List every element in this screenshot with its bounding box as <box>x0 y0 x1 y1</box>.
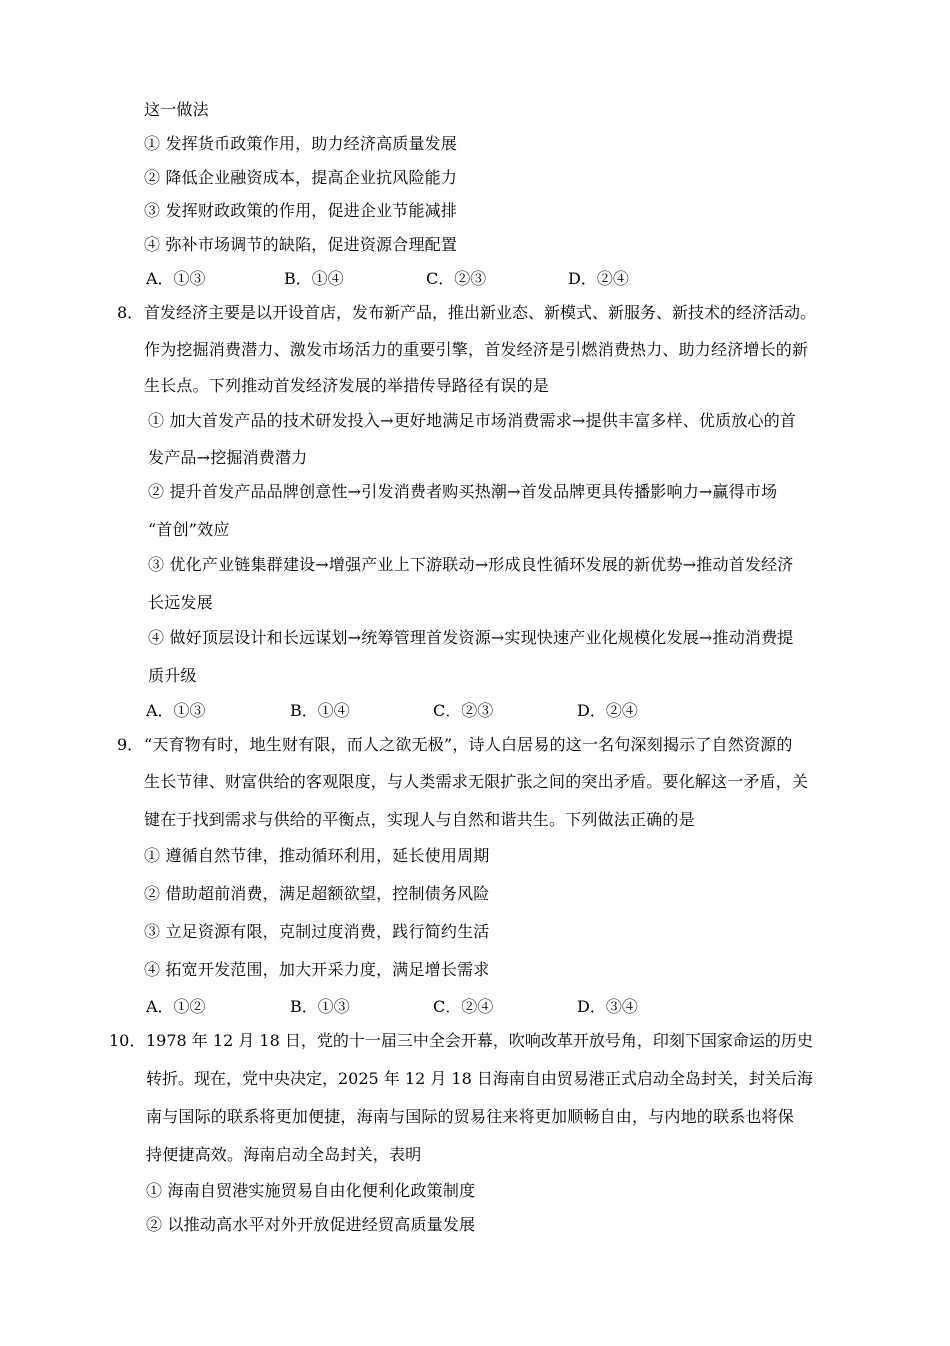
q7-option-a: A．①③ <box>146 269 206 288</box>
q8-item-1-line-1: ① 加大首发产品的技术研发投入→更好地满足市场消费需求→提供丰富多样、优质放心的首 <box>148 411 797 430</box>
q9-option-c: C．②④ <box>433 997 494 1016</box>
q9-option-d: D．③④ <box>577 997 638 1016</box>
q8-item-4-line-1: ④ 做好顶层设计和长远谋划→统筹管理首发资源→实现快速产业化规模化发展→推动消费提 <box>148 628 794 647</box>
q10-item-2: ② 以推动高水平对外开放促进经贸高质量发展 <box>146 1215 476 1234</box>
q10-stem-line-2: 转折。现在，党中央决定，2025 年 12 月 18 日海南自由贸易港正式启动全岛封关，封关后海 <box>146 1069 813 1088</box>
q8-stem-line-3: 生长点。下列推动首发经济发展的举措传导路径有误的是 <box>144 376 550 395</box>
q8-item-3-line-2: 长远发展 <box>148 593 213 612</box>
q7-item-4: ④ 弥补市场调节的缺陷，促进资源合理配置 <box>144 235 458 254</box>
q8-option-c: C．②③ <box>433 701 494 720</box>
q10-number: 10． <box>109 1031 146 1050</box>
q8-item-3-line-1: ③ 优化产业链集群建设→增强产业上下游联动→形成良性循环发展的新优势→推动首发经济 <box>148 555 794 574</box>
q9-item-1: ① 遵循自然节律，推动循环利用，延长使用周期 <box>144 846 490 865</box>
q7-item-3: ③ 发挥财政政策的作用，促进企业节能减排 <box>144 201 458 220</box>
q9-stem-line-2: 生长节律、财富供给的客观限度，与人类需求无限扩张之间的突出矛盾。要化解这一矛盾，关 <box>144 772 809 791</box>
q7-option-c: C．②③ <box>426 269 487 288</box>
q9-stem-line-3: 键在于找到需求与供给的平衡点，实现人与自然和谐共生。下列做法正确的是 <box>144 810 695 829</box>
q9-option-b: B．①③ <box>290 997 350 1016</box>
q7-item-2: ② 降低企业融资成本，提高企业抗风险能力 <box>144 168 458 187</box>
q9-number: 9． <box>117 735 144 754</box>
q7-option-d: D．②④ <box>568 269 629 288</box>
q8-stem-line-1: 首发经济主要是以开设首店，发布新产品，推出新业态、新模式、新服务、新技术的经济活动。 <box>144 303 817 322</box>
q8-item-2-line-2: “首创”效应 <box>148 520 230 539</box>
q9-item-2: ② 借助超前消费，满足超额欲望，控制债务风险 <box>144 884 490 903</box>
q9-item-4: ④ 拓宽开发范围，加大开采力度，满足增长需求 <box>144 960 490 979</box>
q9-stem-line-1: “天育物有时，地生财有限，而人之欲无极”，诗人白居易的这一名句深刻揭示了自然资源的 <box>144 735 793 754</box>
q10-item-1: ① 海南自贸港实施贸易自由化便利化政策制度 <box>146 1181 476 1200</box>
q7-option-b: B．①④ <box>284 269 344 288</box>
q8-option-a: A．①③ <box>146 701 206 720</box>
q10-stem-line-3: 南与国际的联系将更加便捷，海南与国际的贸易往来将更加顺畅自由，与内地的联系也将保 <box>146 1107 795 1126</box>
q7-stem-tail: 这一做法 <box>144 100 209 119</box>
q8-item-4-line-2: 质升级 <box>148 666 197 685</box>
q8-number: 8． <box>117 303 144 322</box>
q8-item-1-line-2: 发产品→挖掘消费潜力 <box>148 448 308 467</box>
q8-option-b: B．①④ <box>290 701 350 720</box>
q9-option-a: A．①② <box>146 997 206 1016</box>
q8-stem-line-2: 作为挖掘消费潜力、激发市场活力的重要引擎，首发经济是引燃消费热力、助力经济增长的新 <box>144 340 809 359</box>
q8-item-2-line-1: ② 提升首发产品品牌创意性→引发消费者购买热潮→首发品牌更具传播影响力→赢得市场 <box>148 482 778 501</box>
q7-item-1: ① 发挥货币政策作用，助力经济高质量发展 <box>144 134 458 153</box>
q10-stem-line-4: 持便捷高效。海南启动全岛封关，表明 <box>146 1145 422 1164</box>
q9-item-3: ③ 立足资源有限，克制过度消费，践行简约生活 <box>144 922 490 941</box>
q8-option-d: D．②④ <box>577 701 638 720</box>
q10-stem-line-1: 1978 年 12 月 18 日，党的十一届三中全会开幕，吹响改革开放号角，印刻下国家命运的历史 <box>146 1031 813 1050</box>
